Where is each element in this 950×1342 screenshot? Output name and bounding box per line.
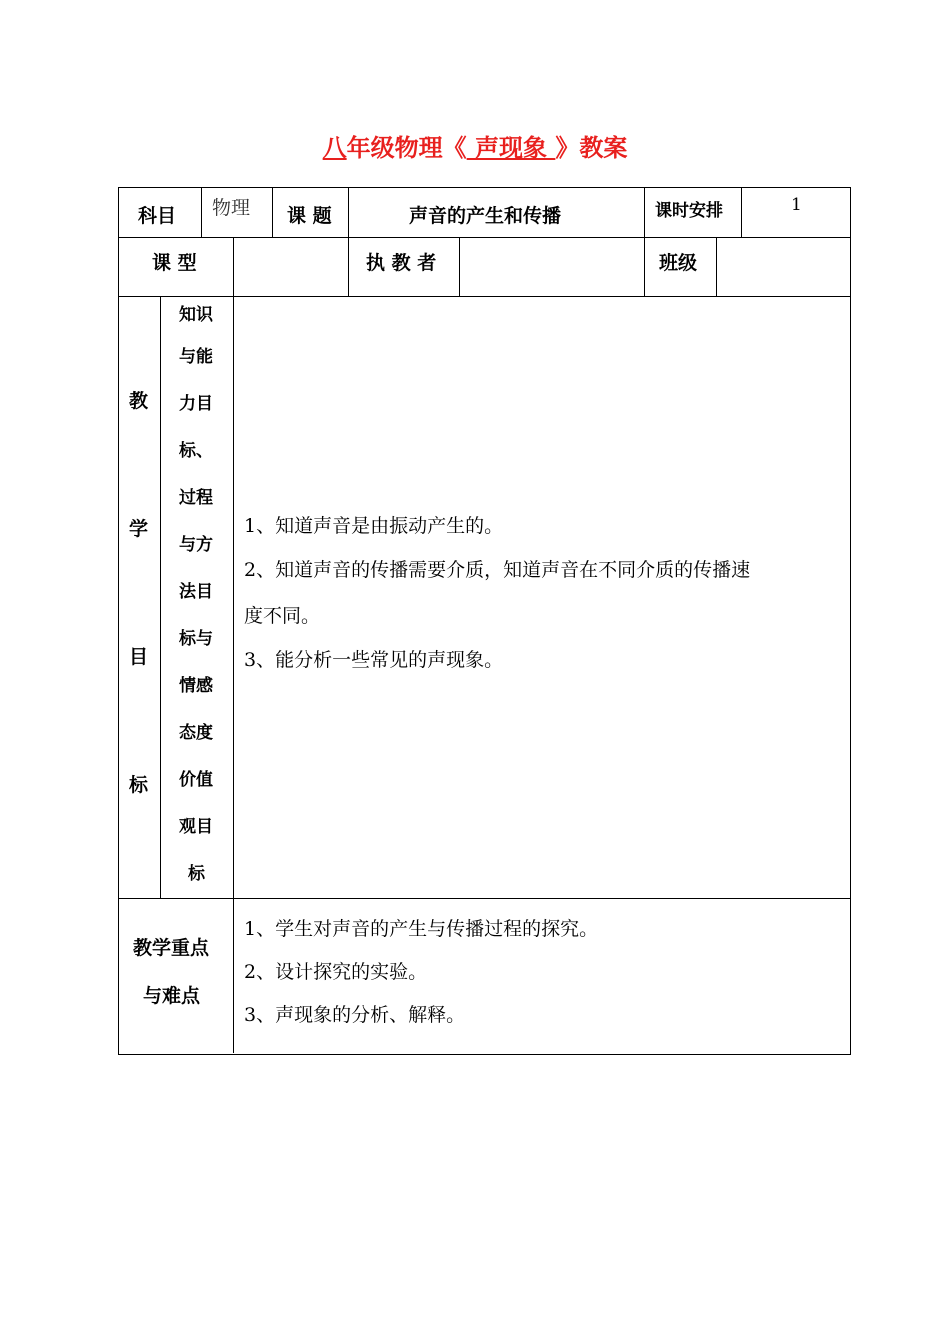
- row-divider-1: [118, 237, 850, 238]
- topic-value: 声音的产生和传播: [409, 205, 562, 227]
- goals-divider-a: [160, 296, 161, 898]
- keypoints-divider: [233, 898, 234, 1053]
- row1-divider-c: [348, 187, 349, 237]
- row1-divider-d: [644, 187, 645, 237]
- goals-section-char-2: 学: [129, 518, 149, 540]
- goals-sublabel-line: 标、: [179, 441, 213, 461]
- title-prefix: 八: [322, 134, 347, 162]
- goals-sublabel-line: 观目: [179, 817, 213, 837]
- goals-sublabel-line: 力目: [179, 394, 213, 414]
- type-label: 课 型: [152, 252, 197, 274]
- class-label: 班级: [659, 252, 698, 274]
- row1-divider-a: [201, 187, 202, 237]
- goals-sublabel-line: 情感: [179, 676, 213, 696]
- goals-sublabel-line: 标: [188, 864, 205, 884]
- row-divider-2: [118, 296, 850, 297]
- title-part1: 年级物理《: [346, 134, 467, 162]
- title-topic: 声现象: [466, 134, 556, 162]
- row1-divider-b: [272, 187, 273, 237]
- goals-section-char-3: 目: [129, 646, 149, 668]
- subject-label: 科目: [138, 205, 177, 227]
- keypoints-content-line: 3、声现象的分析、解释。: [244, 1004, 466, 1026]
- title-part2: 》教案: [555, 134, 628, 162]
- goals-content-line: 2、知道声音的传播需要介质，知道声音在不同介质的传播速: [244, 559, 751, 581]
- goals-section-char-4: 标: [129, 774, 149, 796]
- goals-sublabel-line: 与能: [179, 347, 213, 367]
- document-title: [0, 128, 950, 163]
- keypoints-content-line: 2、设计探究的实验。: [244, 961, 428, 983]
- goals-sublabel-line: 价值: [179, 770, 213, 790]
- topic-label: 课 题: [287, 205, 332, 227]
- schedule-label: 课时安排: [655, 201, 723, 221]
- row-divider-3: [118, 898, 850, 899]
- goals-sublabel-line: 态度: [179, 723, 213, 743]
- row2-divider-a: [233, 237, 234, 296]
- schedule-value: 1: [791, 195, 802, 215]
- row2-divider-e: [716, 237, 717, 296]
- row2-divider-b: [348, 237, 349, 296]
- row2-divider-c: [459, 237, 460, 296]
- goals-divider-b: [233, 296, 234, 898]
- goals-sublabel-line: 过程: [179, 488, 213, 508]
- goals-content-line: 1、知道声音是由振动产生的。: [244, 515, 504, 537]
- goals-content-line: 3、能分析一些常见的声现象。: [244, 649, 504, 671]
- keypoints-label-line: 与难点: [143, 985, 201, 1007]
- keypoints-label-line: 教学重点: [133, 937, 210, 959]
- goals-sublabel-line: 法目: [179, 582, 213, 602]
- row2-divider-d: [644, 237, 645, 296]
- keypoints-content-line: 1、学生对声音的产生与传播过程的探究。: [244, 918, 599, 940]
- row1-divider-e: [741, 187, 742, 237]
- subject-value: 物理: [212, 197, 251, 219]
- goals-sublabel-line: 标与: [179, 629, 213, 649]
- goals-sublabel-line: 知识: [179, 305, 213, 325]
- goals-content-line: 度不同。: [244, 605, 321, 627]
- teacher-label: 执 教 者: [366, 252, 437, 274]
- goals-section-char-1: 教: [129, 390, 149, 412]
- goals-sublabel-line: 与方: [179, 535, 213, 555]
